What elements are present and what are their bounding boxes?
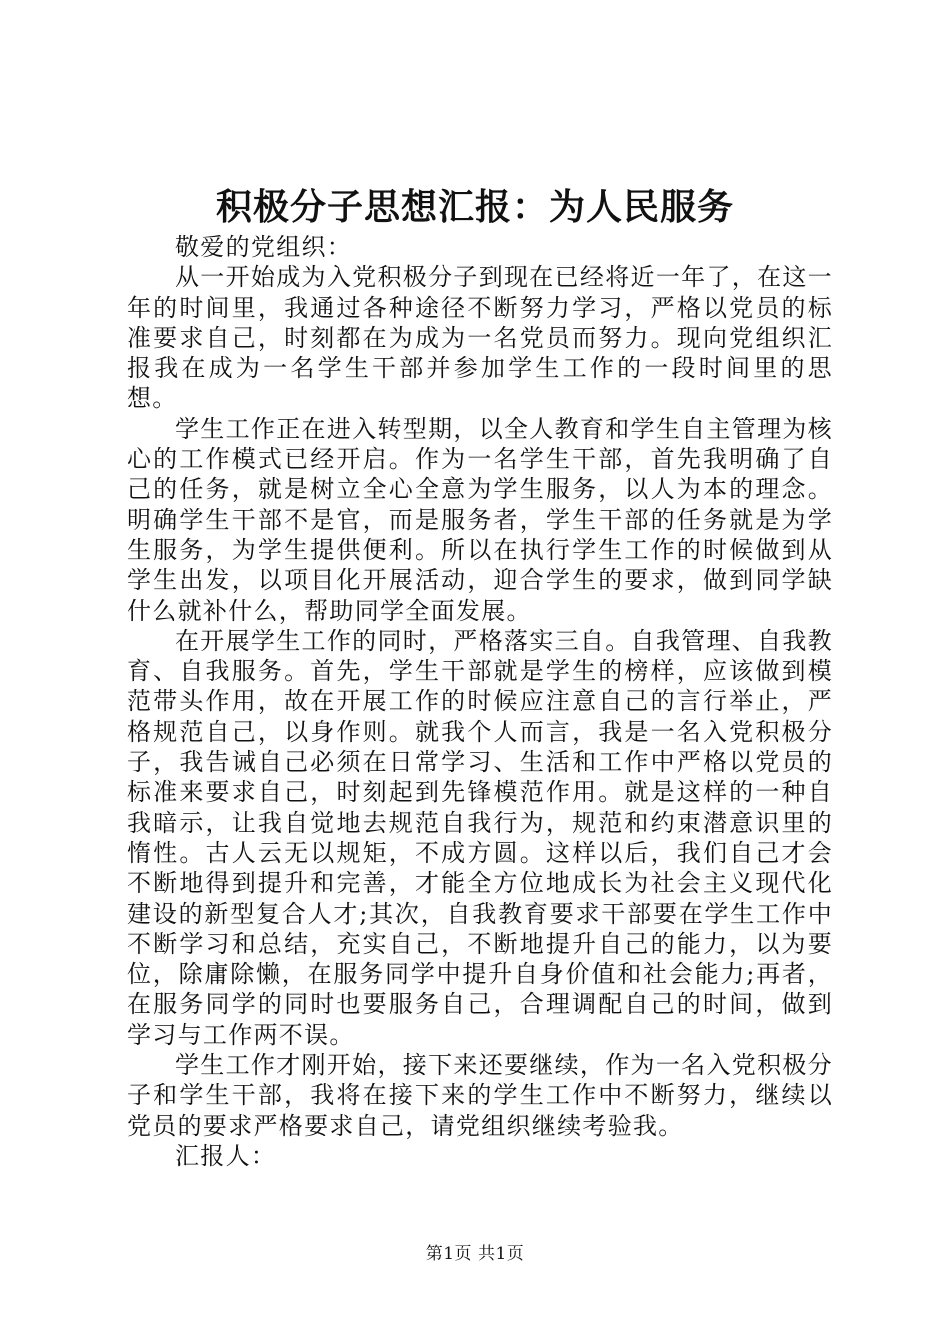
document-title: 积极分子思想汇报：为人民服务 xyxy=(215,186,734,228)
paragraph-4: 学生工作才刚开始，接下来还要继续，作为一名入党积极分子和学生干部，我将在接下来的学生工作中不断努力，继续以党员的要求严格要求自己，请党组织继续考验我。 xyxy=(127,1051,833,1140)
paragraph-1: 从一开始成为入党积极分子到现在已经将近一年了，在这一年的时间里，我通过各种途径不断努力学习，严格以党员的标准要求自己，时刻都在为成为一名党员而努力。现向党组织汇报我在成为一名学生干部并参加学生工作的一段时间里的思想。 xyxy=(127,263,833,413)
document-body xyxy=(127,232,833,1171)
salutation: 敬爱的党组织： xyxy=(175,233,353,261)
paragraph-3: 在开展学生工作的同时，严格落实三自。自我管理、自我教育、自我服务。首先，学生干部就是学生的榜样，应该做到模范带头作用，故在开展工作的时候应注意自己的言行举止，严格规范自己，以身作则。就我个人而言，我是一名入党积极分子，我告诫自己必须在日常学习、生活和工作中严格以党员的标准来要求自己，时刻起到先锋模范作用。就是这样的一种自我暗示，让我自觉地去规范自我行为，规范和约束潜意识里的惰性。古人云无以规矩，不成方圆。这样以后，我们自己才会不断地得到提升和完善，才能全方位地成长为社会主义现代化建设的新型复合人才;其次，自我教育要求干部要在学生工作中不断学习和总结，充实自己，不断地提升自己的能力，以为要位，除庸除懒，在服务同学中提升自身价值和社会能力;再者，在服务同学的同时也要服务自己，合理调配自己的时间，做到学习与工作两不误。 xyxy=(127,626,833,1049)
signature-label: 汇报人： xyxy=(175,1141,277,1170)
paragraph-2: 学生工作正在进入转型期，以全人教育和学生自主管理为核心的工作模式已经开启。作为一名学生干部，首先我明确了自己的任务，就是树立全心全意为学生服务，以人为本的理念。明确学生干部不是官，而是服务者，学生干部的任务就是为学生服务，为学生提供便利。所以在执行学生工作的时候做到从学生出发，以项目化开展活动，迎合学生的要求，做到同学缺什么就补什么，帮助同学全面发展。 xyxy=(127,414,833,625)
page-number-footer: 第1页 共1页 xyxy=(425,1244,525,1264)
